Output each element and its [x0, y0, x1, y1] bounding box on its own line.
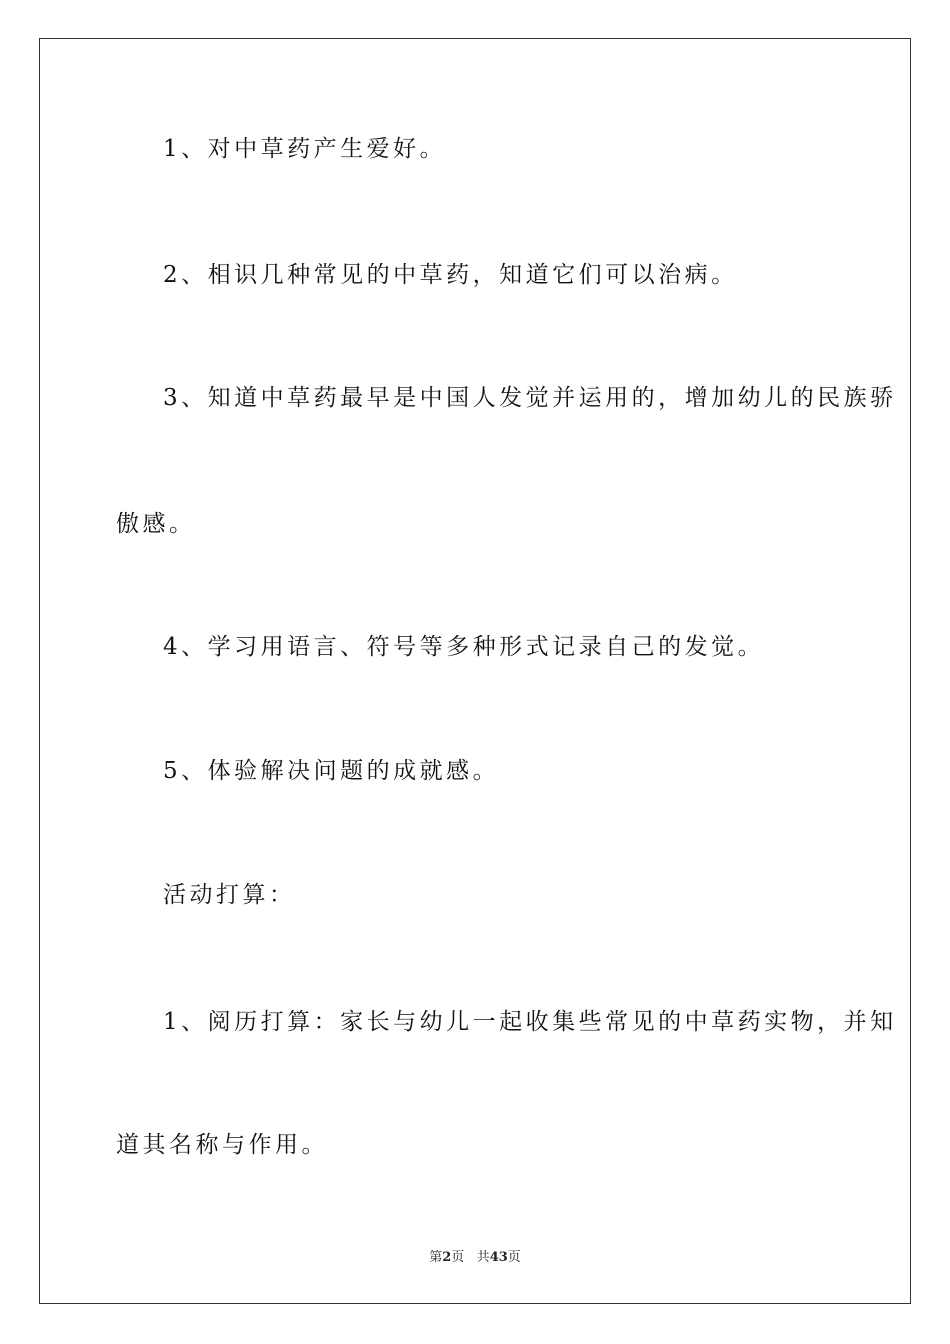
footer-total-pages: 43 — [489, 1250, 508, 1265]
objective-3-continued: 傲感。 — [116, 511, 196, 537]
footer-page-number: 2 — [442, 1250, 452, 1265]
section-heading-preparation: 活动打算： — [163, 882, 296, 908]
page-footer — [0, 1246, 950, 1265]
objective-1: 1、对中草药产生爱好。 — [163, 136, 447, 162]
objective-3: 3、知道中草药最早是中国人发觉并运用的，增加幼儿的民族骄 — [163, 385, 897, 411]
preparation-1-continued: 道其名称与作用。 — [116, 1132, 328, 1158]
footer-total-suffix: 页 — [507, 1250, 521, 1265]
footer-page-suffix: 页 — [451, 1250, 465, 1265]
page-border — [39, 38, 911, 1304]
objective-4: 4、学习用语言、符号等多种形式记录自己的发觉。 — [163, 634, 765, 660]
objective-2: 2、相识几种常见的中草药，知道它们可以治病。 — [163, 262, 738, 288]
objective-5: 5、体验解决问题的成就感。 — [163, 758, 500, 784]
preparation-1: 1、阅历打算：家长与幼儿一起收集些常见的中草药实物，并知 — [163, 1009, 897, 1035]
footer-total-prefix: 共 — [476, 1250, 490, 1265]
footer-prefix: 第 — [429, 1250, 443, 1265]
